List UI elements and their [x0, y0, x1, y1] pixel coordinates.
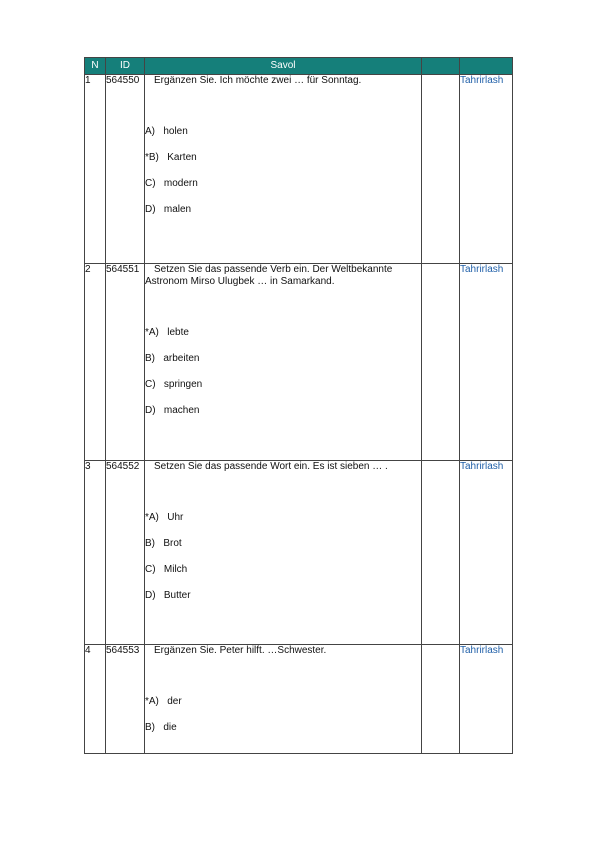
answer-option: D) Butter [145, 590, 191, 601]
question-cell [145, 645, 422, 754]
question-cell [145, 461, 422, 645]
header-savol: Savol [145, 58, 422, 75]
table-header-row [85, 58, 513, 75]
answer-option: *A) lebte [145, 327, 189, 338]
answer-options [145, 695, 421, 734]
edit-link[interactable]: Tahrirlash [460, 461, 504, 472]
answer-options [145, 125, 421, 216]
header-action [460, 58, 513, 75]
question-text: Setzen Sie das passende Verb ein. Der Weltbekannte Astronom Mirso Ulugbek … in Samarkand. [145, 264, 393, 287]
answer-option: *A) Uhr [145, 512, 184, 523]
blank-cell [422, 645, 460, 754]
answer-option: B) Brot [145, 538, 182, 549]
row-number: 1 [85, 75, 106, 264]
header-n: N [85, 58, 106, 75]
header-blank [422, 58, 460, 75]
row-number: 2 [85, 264, 106, 461]
row-number: 3 [85, 461, 106, 645]
answer-option: *A) der [145, 696, 182, 707]
question-cell [145, 264, 422, 461]
action-cell [460, 75, 513, 264]
answer-option: D) machen [145, 405, 200, 416]
answer-option: C) springen [145, 379, 203, 390]
question-id: 564551 [106, 264, 145, 461]
blank-cell [422, 461, 460, 645]
question-id: 564553 [106, 645, 145, 754]
table-row [85, 645, 513, 754]
answer-option: B) arbeiten [145, 353, 200, 364]
table-row [85, 461, 513, 645]
answer-option: A) holen [145, 126, 188, 137]
answer-option: B) die [145, 722, 177, 733]
action-cell [460, 264, 513, 461]
answer-options [145, 326, 421, 417]
answer-options [145, 511, 421, 602]
blank-cell [422, 75, 460, 264]
edit-link[interactable]: Tahrirlash [460, 264, 504, 275]
blank-cell [422, 264, 460, 461]
edit-link[interactable]: Tahrirlash [460, 75, 504, 86]
question-id: 564552 [106, 461, 145, 645]
table-row [85, 75, 513, 264]
question-cell [145, 75, 422, 264]
edit-link[interactable]: Tahrirlash [460, 645, 504, 656]
question-text: Ergänzen Sie. Peter hilft. …Schwester. [154, 645, 327, 656]
question-id: 564550 [106, 75, 145, 264]
answer-option: *B) Karten [145, 152, 197, 163]
action-cell [460, 645, 513, 754]
table-row [85, 264, 513, 461]
answer-option: C) modern [145, 178, 198, 189]
header-id: ID [106, 58, 145, 75]
question-text: Ergänzen Sie. Ich möchte zwei … für Sonntag. [154, 75, 362, 86]
answer-option: C) Milch [145, 564, 188, 575]
action-cell [460, 461, 513, 645]
row-number: 4 [85, 645, 106, 754]
questions-table [84, 57, 513, 754]
answer-option: D) malen [145, 204, 192, 215]
question-text: Setzen Sie das passende Wort ein. Es ist sieben … . [154, 461, 388, 472]
